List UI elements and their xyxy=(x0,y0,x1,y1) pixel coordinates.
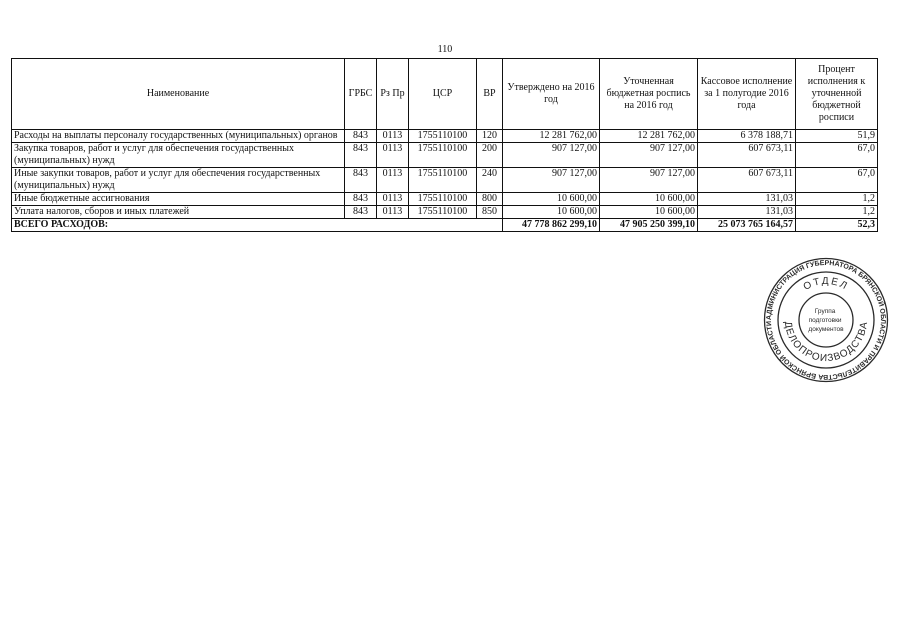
row-rzpr: 0113 xyxy=(377,143,409,168)
stamp-center-line: документов xyxy=(808,326,844,333)
row-cash: 607 673,11 xyxy=(698,168,796,193)
header-refined: Уточненная бюджетная роспись на 2016 год xyxy=(600,59,698,130)
row-approved: 907 127,00 xyxy=(503,168,600,193)
header-csr: ЦСР xyxy=(409,59,477,130)
row-percent: 1,2 xyxy=(796,206,878,219)
header-vr: ВР xyxy=(477,59,503,130)
table-row xyxy=(12,168,878,193)
row-percent: 51,9 xyxy=(796,130,878,143)
row-approved: 10 600,00 xyxy=(503,206,600,219)
row-name: Иные бюджетные ассигнования xyxy=(12,193,345,206)
row-rzpr: 0113 xyxy=(377,206,409,219)
row-csr: 1755110100 xyxy=(409,130,477,143)
table-row xyxy=(12,130,878,143)
row-cash: 131,03 xyxy=(698,193,796,206)
stamp-department-top: ОТДЕЛ xyxy=(801,275,851,293)
row-rzpr: 0113 xyxy=(377,168,409,193)
table-row xyxy=(12,206,878,219)
header-name: Наименование xyxy=(12,59,345,130)
row-name: Расходы на выплаты персоналу государственных (муниципальных) органов xyxy=(12,130,345,143)
total-row xyxy=(12,219,878,232)
row-csr: 1755110100 xyxy=(409,143,477,168)
row-vr: 240 xyxy=(477,168,503,193)
row-approved: 10 600,00 xyxy=(503,193,600,206)
row-rzpr: 0113 xyxy=(377,130,409,143)
total-approved: 47 778 862 299,10 xyxy=(503,219,600,232)
row-refined: 907 127,00 xyxy=(600,168,698,193)
row-refined: 10 600,00 xyxy=(600,206,698,219)
row-name: Иные закупки товаров, работ и услуг для обеспечения государственных (муниципальных) нужд xyxy=(12,168,345,193)
page-number: 110 xyxy=(437,44,453,55)
header-cash: Кассовое исполнение за 1 полугодие 2016 года xyxy=(698,59,796,130)
row-vr: 850 xyxy=(477,206,503,219)
row-csr: 1755110100 xyxy=(409,193,477,206)
row-name: Закупка товаров, работ и услуг для обеспечения государственных (муниципальных) нужд xyxy=(12,143,345,168)
row-approved: 12 281 762,00 xyxy=(503,130,600,143)
row-cash: 6 378 188,71 xyxy=(698,130,796,143)
row-percent: 67,0 xyxy=(796,168,878,193)
table-row xyxy=(12,143,878,168)
row-name: Уплата налогов, сборов и иных платежей xyxy=(12,206,345,219)
svg-text:ОТДЕЛ xyxy=(802,276,851,293)
row-percent: 1,2 xyxy=(796,193,878,206)
row-grbs: 843 xyxy=(345,143,377,168)
total-percent: 52,3 xyxy=(796,219,878,232)
row-grbs: 843 xyxy=(345,130,377,143)
table-header-row xyxy=(12,59,878,130)
row-grbs: 843 xyxy=(345,206,377,219)
budget-table xyxy=(11,58,878,232)
header-rzpr: Рз Пр xyxy=(377,59,409,130)
row-vr: 200 xyxy=(477,143,503,168)
stamp-outer-text: АДМИНИСТРАЦИЯ ГУБЕРНАТОРА БРЯНСКОЙ ОБЛАСТИ И ПРАВИТЕЛЬСТВА БРЯНСКОЙ ОБЛАСТИ xyxy=(765,259,887,381)
row-cash: 607 673,11 xyxy=(698,143,796,168)
total-label: ВСЕГО РАСХОДОВ: xyxy=(12,219,503,232)
row-rzpr: 0113 xyxy=(377,193,409,206)
row-refined: 12 281 762,00 xyxy=(600,130,698,143)
row-refined: 10 600,00 xyxy=(600,193,698,206)
row-csr: 1755110100 xyxy=(409,168,477,193)
stamp-department-bottom: ДЕЛОПРОИЗВОДСТВА xyxy=(781,320,871,365)
header-percent: Процент исполнения к уточненной бюджетной росписи xyxy=(796,59,878,130)
office-stamp xyxy=(763,257,889,383)
row-csr: 1755110100 xyxy=(409,206,477,219)
total-refined: 47 905 250 399,10 xyxy=(600,219,698,232)
header-approved: Утверждено на 2016 год xyxy=(503,59,600,130)
stamp-center-line: Группа xyxy=(814,308,836,315)
row-grbs: 843 xyxy=(345,168,377,193)
row-grbs: 843 xyxy=(345,193,377,206)
svg-text:Группа подготовки доку xyxy=(808,308,844,333)
row-vr: 120 xyxy=(477,130,503,143)
row-vr: 800 xyxy=(477,193,503,206)
header-grbs: ГРБС xyxy=(345,59,377,130)
row-percent: 67,0 xyxy=(796,143,878,168)
row-approved: 907 127,00 xyxy=(503,143,600,168)
row-refined: 907 127,00 xyxy=(600,143,698,168)
row-cash: 131,03 xyxy=(698,206,796,219)
total-cash: 25 073 765 164,57 xyxy=(698,219,796,232)
table-row xyxy=(12,193,878,206)
stamp-center-line: подготовки xyxy=(808,317,842,324)
